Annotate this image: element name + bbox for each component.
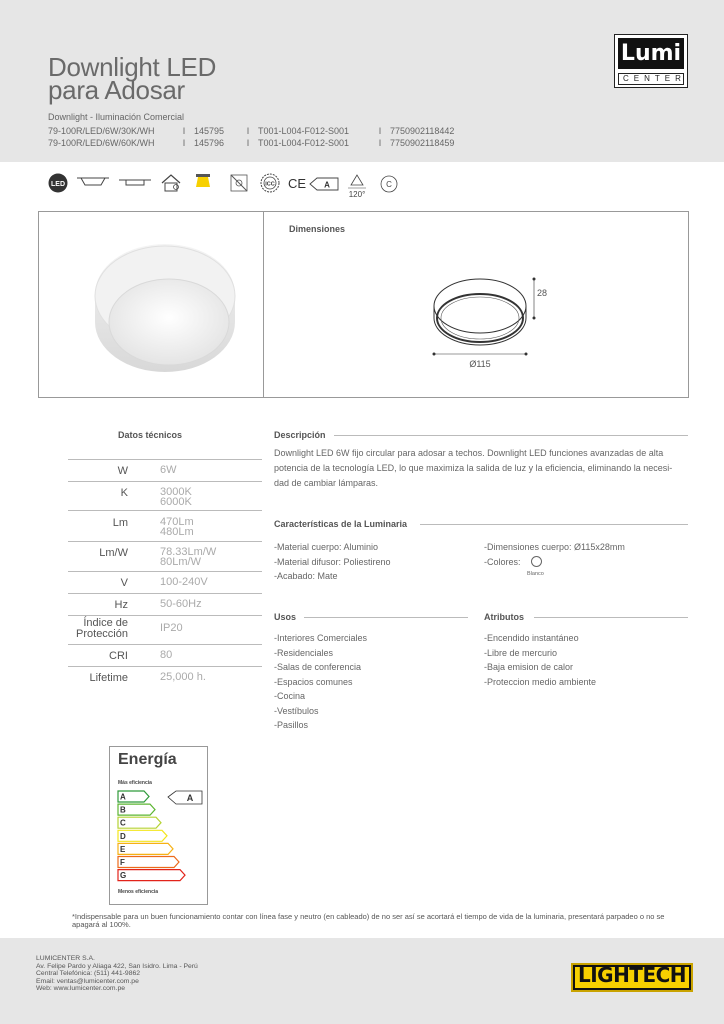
list-item: -Espacios comunes: [274, 676, 353, 687]
dimensions-drawing: [420, 268, 560, 378]
list-item: -Salas de conferencia: [274, 662, 362, 672]
product-image: [39, 212, 263, 397]
list-item: -Cocina: [274, 691, 306, 701]
tech-table: [68, 459, 262, 688]
list-item: -Proteccion medio ambiente: [484, 676, 597, 687]
energy-bar-label-g: G: [120, 871, 127, 881]
features-right-list: [484, 540, 625, 569]
certification-icons: [48, 173, 408, 201]
ce-icon-text: CE: [287, 176, 307, 190]
description-text: Downlight LED 6W fijo circular para adosar a techos. Downlight LED funciones avanzadas de alta potencia de la tecnología LED, lo que maximiza la salida de luz y la eficiencia, eliminando la necesi- dad de cambiar lámparas.: [274, 448, 673, 488]
energy-bars: [110, 787, 207, 887]
tech-row-k: K 3000K 6000K: [68, 481, 262, 510]
tech-row-v: V 100-240V: [68, 571, 262, 593]
company-info: LUMICENTER S.A. Av. Felipe Pardo y Aliaga 422, San Isidro. Lima - Perú Central Telefónica: (511) 441-9862 Email: ventas@lumicenter.com.pe Web: www.lumicenter.com.pe: [36, 955, 198, 993]
atributos-divider: [534, 617, 688, 618]
list-item: -Residenciales: [274, 647, 334, 658]
code-row: 79-100R/LED/6W/30K/WH I 145795 I T001-L004-F012-S001 I 7750902118442: [48, 126, 455, 136]
no-dimmer-icon: [230, 173, 248, 193]
tech-row-lmw: Lm/W 78.33Lm/W 80Lm/W: [68, 541, 262, 571]
tech-row-lm: Lm 470Lm 480Lm: [68, 510, 262, 541]
c-mark-icon: [380, 175, 398, 193]
energy-bar-g: [118, 870, 185, 881]
led-icon: [48, 173, 68, 193]
energy-top-label: Más eficiencia: [118, 780, 152, 786]
beam-angle-icon-text: 120°: [348, 190, 366, 199]
installation-note: *Indispensable para un buen funcionamiento contar con línea fase y neutro (en cableado) de no ser así se acortará el tiempo de vida de la luminaria, presentará parpadeo o no se apagará al 100%.: [72, 912, 665, 929]
c-mark-icon-text: C: [386, 180, 392, 189]
description-divider: [334, 435, 688, 436]
color-swatch-white: [531, 556, 542, 567]
surface-mount-icon: [76, 176, 110, 190]
tech-row-hz: Hz 50-60Hz: [68, 593, 262, 615]
icc-icon-text: ICC: [265, 181, 275, 188]
atributos-title: Atributos: [484, 612, 524, 622]
diameter-label: Ø115: [469, 359, 491, 369]
list-item: -Vestíbulos: [274, 705, 319, 716]
energy-bar-label-e: E: [120, 844, 126, 854]
led-icon-text: LED: [51, 181, 65, 188]
tech-row-lifetime: Lifetime 25,000 h.: [68, 666, 262, 688]
energy-title: Energía: [118, 751, 177, 768]
title-line-1: Downlight LED: [48, 52, 217, 82]
code-row: 79-100R/LED/6W/60K/WH I 145796 I T001-L004-F012-S001 I 7750902118459: [48, 138, 455, 148]
usos-divider: [304, 617, 468, 618]
energy-class-icon: [309, 177, 339, 191]
list-item: -Material cuerpo: Aluminio: [274, 542, 379, 552]
tech-row-cri: CRI 80: [68, 644, 262, 666]
ce-mark-icon: [287, 176, 307, 190]
product-subtitle: Downlight - Iluminación Comercial: [48, 112, 185, 122]
energy-bottom-label: Menos eficiencia: [118, 889, 159, 895]
list-item: -Colores:: [484, 556, 521, 567]
usos-title: Usos: [274, 612, 297, 622]
list-item: -Encendido instantáneo: [484, 633, 579, 643]
list-item: -Libre de mercurio: [484, 647, 558, 658]
energy-bar-e: [118, 843, 173, 854]
energy-bar-label-b: B: [120, 805, 126, 815]
list-item: -Material difusor: Poliestireno: [274, 556, 391, 567]
list-item: -Baja emision de calor: [484, 662, 574, 672]
height-label: 28: [537, 288, 548, 298]
atributos-list: [484, 631, 596, 689]
title-line-2: para Adosar: [48, 75, 185, 105]
lumicenter-logo: Lumi CENTER: [614, 34, 688, 88]
product-codes: [48, 125, 454, 149]
energy-rating-text: A: [186, 793, 194, 803]
energy-bar-label-c: C: [120, 818, 126, 828]
energy-bar-label-a: A: [120, 792, 126, 802]
list-item: -Interiores Comerciales: [274, 633, 368, 643]
recessed-icon: [118, 176, 152, 190]
features-divider: [420, 524, 688, 525]
tech-title: Datos técnicos: [118, 430, 183, 440]
list-item: -Dimensiones cuerpo: Ø115x28mm: [484, 542, 625, 552]
energy-bar-f: [118, 857, 179, 868]
energy-rating-arrow: [168, 791, 202, 804]
indoor-home-icon: [160, 173, 182, 193]
product-title: [48, 52, 217, 105]
energy-class-icon-text: A: [324, 180, 330, 190]
energy-bar-label-f: F: [120, 858, 125, 867]
description-title: Descripción: [274, 430, 326, 440]
beam-angle-icon: [344, 171, 370, 199]
color-swatch-label: Blanco: [527, 571, 544, 577]
tech-row-ip: Índice de Protección IP20: [68, 615, 262, 644]
features-left-list: [274, 540, 391, 584]
dimensions-title: Dimensiones: [289, 224, 346, 234]
energy-bar-label-d: D: [120, 831, 126, 841]
lamp-icon: [194, 173, 212, 193]
list-item: -Acabado: Mate: [274, 571, 338, 581]
list-item: -Pasillos: [274, 720, 309, 730]
energy-label: [109, 746, 208, 905]
usos-list: [274, 631, 367, 733]
product-image-box: [38, 211, 264, 398]
features-title: Características de la Luminaria: [274, 519, 408, 529]
icc-icon: [260, 173, 280, 193]
tech-row-w: W 6W: [68, 459, 262, 481]
lightech-logo: LIGHTECH: [571, 963, 693, 992]
